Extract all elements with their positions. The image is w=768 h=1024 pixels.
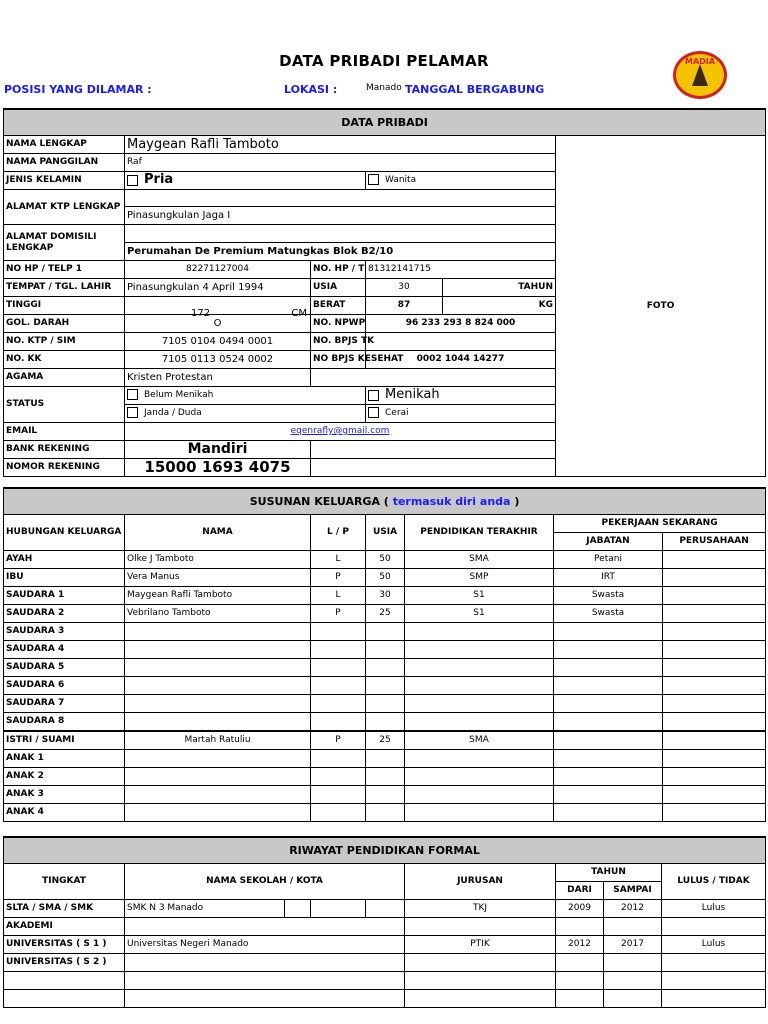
family-relation: SAUDARA 5	[4, 659, 125, 677]
option-wanita: Wanita	[385, 175, 417, 185]
family-jabatan[interactable]	[554, 786, 663, 804]
family-nama[interactable]	[125, 786, 311, 804]
family-row	[4, 731, 766, 750]
family-relation: SAUDARA 6	[4, 677, 125, 695]
family-relation: SAUDARA 8	[4, 713, 125, 732]
label-norek: NOMOR REKENING	[4, 459, 125, 477]
family-nama[interactable]	[125, 713, 311, 732]
checkbox-pria[interactable]	[127, 175, 138, 186]
family-jabatan[interactable]	[554, 623, 663, 641]
edu-dari[interactable]: 2012	[556, 936, 604, 954]
family-row	[4, 641, 766, 659]
field-npwp[interactable]: 96 233 293 8 824 000	[366, 315, 556, 333]
edu-lulus[interactable]	[662, 954, 766, 972]
edu-blank	[366, 900, 405, 918]
family-nama[interactable]	[125, 768, 311, 786]
edu-tingkat: UNIVERSITAS ( S 2 )	[4, 954, 125, 972]
page-title: DATA PRIBADI PELAMAR	[279, 52, 489, 70]
section-note: termasuk diri anda	[392, 495, 511, 508]
family-perusahaan[interactable]	[663, 587, 766, 605]
education-row	[4, 990, 766, 1008]
family-nama[interactable]	[125, 695, 311, 713]
edu-nama-sekolah[interactable]: SMK N 3 Manado	[125, 900, 285, 918]
label-goldarah: GOL. DARAH	[4, 315, 125, 333]
edu-lulus[interactable]	[662, 918, 766, 936]
option-belum-menikah: Belum Menikah	[144, 390, 214, 400]
edu-sampai[interactable]	[604, 990, 662, 1008]
option-cerai: Cerai	[385, 408, 409, 418]
col-dari: DARI	[556, 882, 604, 900]
edu-tingkat: SLTA / SMA / SMK	[4, 900, 125, 918]
edu-lulus[interactable]: Lulus	[662, 936, 766, 954]
field-berat[interactable]: 87	[366, 297, 443, 315]
label-tahun: TAHUN	[443, 279, 556, 297]
checkbox-janda-duda[interactable]	[127, 407, 138, 418]
edu-nama-sekolah[interactable]	[125, 972, 405, 990]
field-ktp[interactable]: 7105 0104 0494 0001	[125, 333, 311, 351]
option-janda-duda: Janda / Duda	[144, 408, 202, 418]
field-ttl[interactable]: Pinasungkulan 4 April 1994	[125, 279, 311, 297]
edu-dari[interactable]	[556, 918, 604, 936]
family-row	[4, 551, 766, 569]
edu-dari[interactable]: 2009	[556, 900, 604, 918]
col-usia: USIA	[366, 515, 405, 551]
section-data-pribadi: DATA PRIBADI	[4, 109, 766, 136]
edu-jurusan[interactable]: PTIK	[405, 936, 556, 954]
family-pendidikan[interactable]	[405, 659, 554, 677]
field-agama[interactable]: Kristen Protestan	[125, 369, 311, 387]
foto-label: FOTO	[646, 300, 675, 311]
family-lp[interactable]	[311, 750, 366, 768]
family-perusahaan[interactable]	[663, 804, 766, 822]
label-bpjstk: NO. BPJS TK	[311, 333, 366, 351]
edu-blank	[285, 900, 311, 918]
section-susunan-keluarga: SUSUNAN KELUARGA ( termasuk diri anda )	[4, 488, 766, 515]
label-bank: BANK REKENING	[4, 441, 125, 459]
family-lp[interactable]	[311, 713, 366, 732]
family-perusahaan[interactable]	[663, 786, 766, 804]
family-row	[4, 569, 766, 587]
edu-nama-sekolah[interactable]	[125, 990, 405, 1008]
family-row	[4, 804, 766, 822]
family-usia[interactable]	[366, 750, 405, 768]
family-lp[interactable]	[311, 641, 366, 659]
family-pendidikan[interactable]: SMA	[405, 731, 554, 750]
edu-dari[interactable]	[556, 990, 604, 1008]
family-lp[interactable]: L	[311, 587, 366, 605]
label-usia: USIA	[311, 279, 366, 297]
education-row	[4, 972, 766, 990]
family-usia[interactable]: 30	[366, 587, 405, 605]
family-usia[interactable]	[366, 623, 405, 641]
family-perusahaan[interactable]	[663, 750, 766, 768]
susunan-keluarga-table	[3, 487, 766, 822]
edu-lulus[interactable]	[662, 990, 766, 1008]
family-usia[interactable]	[366, 786, 405, 804]
posisi-label: POSISI YANG DILAMAR :	[4, 83, 152, 96]
field-email[interactable]: eqenrafly@gmail.com	[290, 426, 390, 436]
edu-lulus[interactable]: Lulus	[662, 900, 766, 918]
family-pendidikan[interactable]: SMA	[405, 551, 554, 569]
family-lp[interactable]: P	[311, 605, 366, 623]
family-usia[interactable]	[366, 713, 405, 732]
edu-nama-sekolah[interactable]	[125, 954, 405, 972]
family-row	[4, 768, 766, 786]
family-nama[interactable]	[125, 623, 311, 641]
label-ktp: NO. KTP / SIM	[4, 333, 125, 351]
checkbox-wanita[interactable]	[368, 174, 379, 185]
family-perusahaan[interactable]	[663, 605, 766, 623]
field-kk[interactable]: 7105 0113 0524 0002	[125, 351, 311, 369]
col-tingkat: TINGKAT	[4, 864, 125, 900]
family-lp[interactable]	[311, 695, 366, 713]
family-jabatan[interactable]	[554, 641, 663, 659]
edu-sampai[interactable]	[604, 972, 662, 990]
edu-nama-sekolah[interactable]	[125, 918, 405, 936]
edu-sampai[interactable]: 2017	[604, 936, 662, 954]
family-pendidikan[interactable]: S1	[405, 605, 554, 623]
family-jabatan[interactable]	[554, 804, 663, 822]
family-nama[interactable]: Maygean Rafli Tamboto	[125, 587, 311, 605]
family-usia[interactable]	[366, 768, 405, 786]
education-row	[4, 918, 766, 936]
family-usia[interactable]: 25	[366, 731, 405, 750]
family-jabatan[interactable]	[554, 659, 663, 677]
label-cm: CM	[291, 307, 307, 319]
family-row	[4, 695, 766, 713]
company-logo	[672, 50, 728, 100]
family-perusahaan[interactable]	[663, 713, 766, 732]
label-bpjskes: NO BPJS KESEHAT	[311, 351, 366, 369]
option-menikah: Menikah	[385, 387, 440, 402]
edu-jurusan[interactable]	[405, 990, 556, 1008]
family-row	[4, 677, 766, 695]
field-alamat-ktp[interactable]: Pinasungkulan Jaga I	[125, 207, 556, 225]
family-row	[4, 623, 766, 641]
edu-sampai[interactable]	[604, 954, 662, 972]
label-nama-lengkap: NAMA LENGKAP	[4, 136, 125, 154]
education-row	[4, 954, 766, 972]
lokasi-value: Manado	[366, 83, 402, 93]
field-goldarah[interactable]: O	[125, 315, 311, 333]
family-pendidikan[interactable]	[405, 677, 554, 695]
label-alamat-domisili: ALAMAT DOMISILI LENGKAP	[4, 225, 125, 261]
label-email: EMAIL	[4, 423, 125, 441]
family-pendidikan[interactable]	[405, 623, 554, 641]
family-lp[interactable]	[311, 804, 366, 822]
col-pekerjaan: PEKERJAAN SEKARANG	[554, 515, 766, 533]
family-relation: SAUDARA 1	[4, 587, 125, 605]
edu-nama-sekolah[interactable]: Universitas Negeri Manado	[125, 936, 405, 954]
family-row	[4, 786, 766, 804]
family-relation: ANAK 4	[4, 804, 125, 822]
edu-jurusan[interactable]	[405, 954, 556, 972]
family-perusahaan[interactable]	[663, 551, 766, 569]
photo-box[interactable]	[556, 136, 766, 477]
field-hp1[interactable]: 82271127004	[125, 261, 311, 279]
col-hubungan: HUBUNGAN KELUARGA	[4, 515, 125, 551]
field-hp2[interactable]: 81312141715	[366, 261, 556, 279]
family-relation: SAUDARA 2	[4, 605, 125, 623]
label-hp2: NO. HP / T	[311, 261, 366, 279]
family-nama[interactable]	[125, 641, 311, 659]
edu-tingkat: UNIVERSITAS ( S 1 )	[4, 936, 125, 954]
family-row	[4, 750, 766, 768]
family-pendidikan[interactable]	[405, 641, 554, 659]
label-kk: NO. KK	[4, 351, 125, 369]
lokasi-label: LOKASI :	[284, 83, 338, 96]
family-jabatan[interactable]	[554, 695, 663, 713]
family-relation: ANAK 1	[4, 750, 125, 768]
family-jabatan[interactable]: IRT	[554, 569, 663, 587]
family-lp[interactable]: L	[311, 551, 366, 569]
field-bpjskes[interactable]: 0002 1044 14277	[366, 351, 556, 369]
edu-jurusan[interactable]	[405, 918, 556, 936]
label-kg: KG	[443, 297, 556, 315]
family-relation: SAUDARA 3	[4, 623, 125, 641]
family-jabatan[interactable]	[554, 713, 663, 732]
family-jabatan[interactable]	[554, 750, 663, 768]
col-nama: NAMA	[125, 515, 311, 551]
field-usia[interactable]: 30	[366, 279, 443, 297]
data-pribadi-table	[3, 108, 766, 477]
col-lulus: LULUS / TIDAK	[662, 864, 766, 900]
field-nama-panggilan[interactable]: Raf	[125, 154, 556, 172]
family-usia[interactable]: 25	[366, 605, 405, 623]
label-hp1: NO HP / TELP 1	[4, 261, 125, 279]
family-lp[interactable]	[311, 677, 366, 695]
family-pendidikan[interactable]	[405, 695, 554, 713]
family-nama[interactable]	[125, 677, 311, 695]
col-jurusan: JURUSAN	[405, 864, 556, 900]
label-status: STATUS	[4, 387, 125, 423]
field-nama-lengkap[interactable]: Maygean Rafli Tamboto	[125, 136, 556, 154]
family-jabatan[interactable]: Swasta	[554, 605, 663, 623]
family-usia[interactable]	[366, 641, 405, 659]
logo-text: MADIA	[685, 57, 715, 66]
family-nama[interactable]	[125, 750, 311, 768]
family-pendidikan[interactable]: S1	[405, 587, 554, 605]
label-alamat-ktp: ALAMAT KTP LENGKAP	[4, 190, 125, 225]
family-nama[interactable]	[125, 804, 311, 822]
family-perusahaan[interactable]	[663, 569, 766, 587]
family-pendidikan[interactable]	[405, 750, 554, 768]
family-row	[4, 587, 766, 605]
family-pendidikan[interactable]	[405, 786, 554, 804]
family-perusahaan[interactable]	[663, 659, 766, 677]
label-berat: BERAT	[311, 297, 366, 315]
family-row	[4, 605, 766, 623]
family-pendidikan[interactable]	[405, 768, 554, 786]
edu-sampai[interactable]: 2012	[604, 900, 662, 918]
col-sampai: SAMPAI	[604, 882, 662, 900]
family-perusahaan[interactable]	[663, 731, 766, 750]
field-alamat-domisili[interactable]: Perumahan De Premium Matungkas Blok B2/10	[125, 243, 556, 261]
label-agama: AGAMA	[4, 369, 125, 387]
tanggal-label: TANGGAL BERGABUNG	[405, 83, 545, 96]
label-npwp: NO. NPWP	[311, 315, 366, 333]
field-bank[interactable]: Mandiri	[125, 441, 311, 459]
family-relation: ISTRI / SUAMI	[4, 731, 125, 750]
checkbox-belum-menikah[interactable]	[127, 389, 138, 400]
checkbox-cerai[interactable]	[368, 407, 379, 418]
education-row	[4, 936, 766, 954]
edu-lulus[interactable]	[662, 972, 766, 990]
option-pria: Pria	[144, 172, 174, 187]
label-jenis-kelamin: JENIS KELAMIN	[4, 172, 125, 190]
family-lp[interactable]: P	[311, 569, 366, 587]
family-pendidikan[interactable]: SMP	[405, 569, 554, 587]
edu-tingkat	[4, 972, 125, 990]
family-usia[interactable]	[366, 695, 405, 713]
field-tinggi[interactable]: 172	[191, 307, 211, 319]
family-row	[4, 659, 766, 677]
edu-dari[interactable]	[556, 954, 604, 972]
edu-jurusan[interactable]: TKJ	[405, 900, 556, 918]
family-lp[interactable]	[311, 659, 366, 677]
field-norek[interactable]: 15000 1693 4075	[125, 459, 311, 477]
family-nama[interactable]: Vera Manus	[125, 569, 311, 587]
label-nama-panggilan: NAMA PANGGILAN	[4, 154, 125, 172]
family-usia[interactable]	[366, 677, 405, 695]
family-nama[interactable]: Vebrilano Tamboto	[125, 605, 311, 623]
family-relation: SAUDARA 7	[4, 695, 125, 713]
edu-sampai[interactable]	[604, 918, 662, 936]
col-lp: L / P	[311, 515, 366, 551]
label-ttl: TEMPAT / TGL. LAHIR	[4, 279, 125, 297]
family-jabatan[interactable]	[554, 768, 663, 786]
family-nama[interactable]: Martah Ratuliu	[125, 731, 311, 750]
family-usia[interactable]	[366, 659, 405, 677]
family-relation: ANAK 3	[4, 786, 125, 804]
family-relation: ANAK 2	[4, 768, 125, 786]
family-jabatan[interactable]: Swasta	[554, 587, 663, 605]
col-perusahaan: PERUSAHAAN	[663, 533, 766, 551]
riwayat-pendidikan-table	[3, 836, 766, 1008]
family-relation: AYAH	[4, 551, 125, 569]
family-jabatan[interactable]: Petani	[554, 551, 663, 569]
label-tinggi: TINGGI	[4, 297, 125, 315]
family-lp[interactable]	[311, 786, 366, 804]
family-usia[interactable]: 50	[366, 569, 405, 587]
education-row	[4, 900, 766, 918]
family-jabatan[interactable]	[554, 677, 663, 695]
family-perusahaan[interactable]	[663, 695, 766, 713]
family-perusahaan[interactable]	[663, 768, 766, 786]
field-bpjstk[interactable]	[366, 333, 556, 351]
family-pendidikan[interactable]	[405, 804, 554, 822]
family-row	[4, 713, 766, 732]
family-lp[interactable]	[311, 623, 366, 641]
family-lp[interactable]: P	[311, 731, 366, 750]
family-perusahaan[interactable]	[663, 677, 766, 695]
edu-blank	[311, 900, 366, 918]
section-riwayat-pendidikan: RIWAYAT PENDIDIKAN FORMAL	[4, 837, 766, 864]
col-pendidikan: PENDIDIKAN TERAKHIR	[405, 515, 554, 551]
family-perusahaan[interactable]	[663, 623, 766, 641]
family-jabatan[interactable]	[554, 731, 663, 750]
family-relation: SAUDARA 4	[4, 641, 125, 659]
family-usia[interactable]: 50	[366, 551, 405, 569]
family-lp[interactable]	[311, 768, 366, 786]
edu-tingkat	[4, 990, 125, 1008]
family-relation: IBU	[4, 569, 125, 587]
checkbox-menikah[interactable]	[368, 390, 379, 401]
family-usia[interactable]	[366, 804, 405, 822]
family-pendidikan[interactable]	[405, 713, 554, 732]
edu-dari[interactable]	[556, 972, 604, 990]
family-perusahaan[interactable]	[663, 641, 766, 659]
edu-tingkat: AKADEMI	[4, 918, 125, 936]
col-tahun: TAHUN	[556, 864, 662, 882]
col-jabatan: JABATAN	[554, 533, 663, 551]
family-nama[interactable]	[125, 659, 311, 677]
edu-jurusan[interactable]	[405, 972, 556, 990]
family-nama[interactable]: Olke J Tamboto	[125, 551, 311, 569]
col-nama-sekolah: NAMA SEKOLAH / KOTA	[125, 864, 405, 900]
